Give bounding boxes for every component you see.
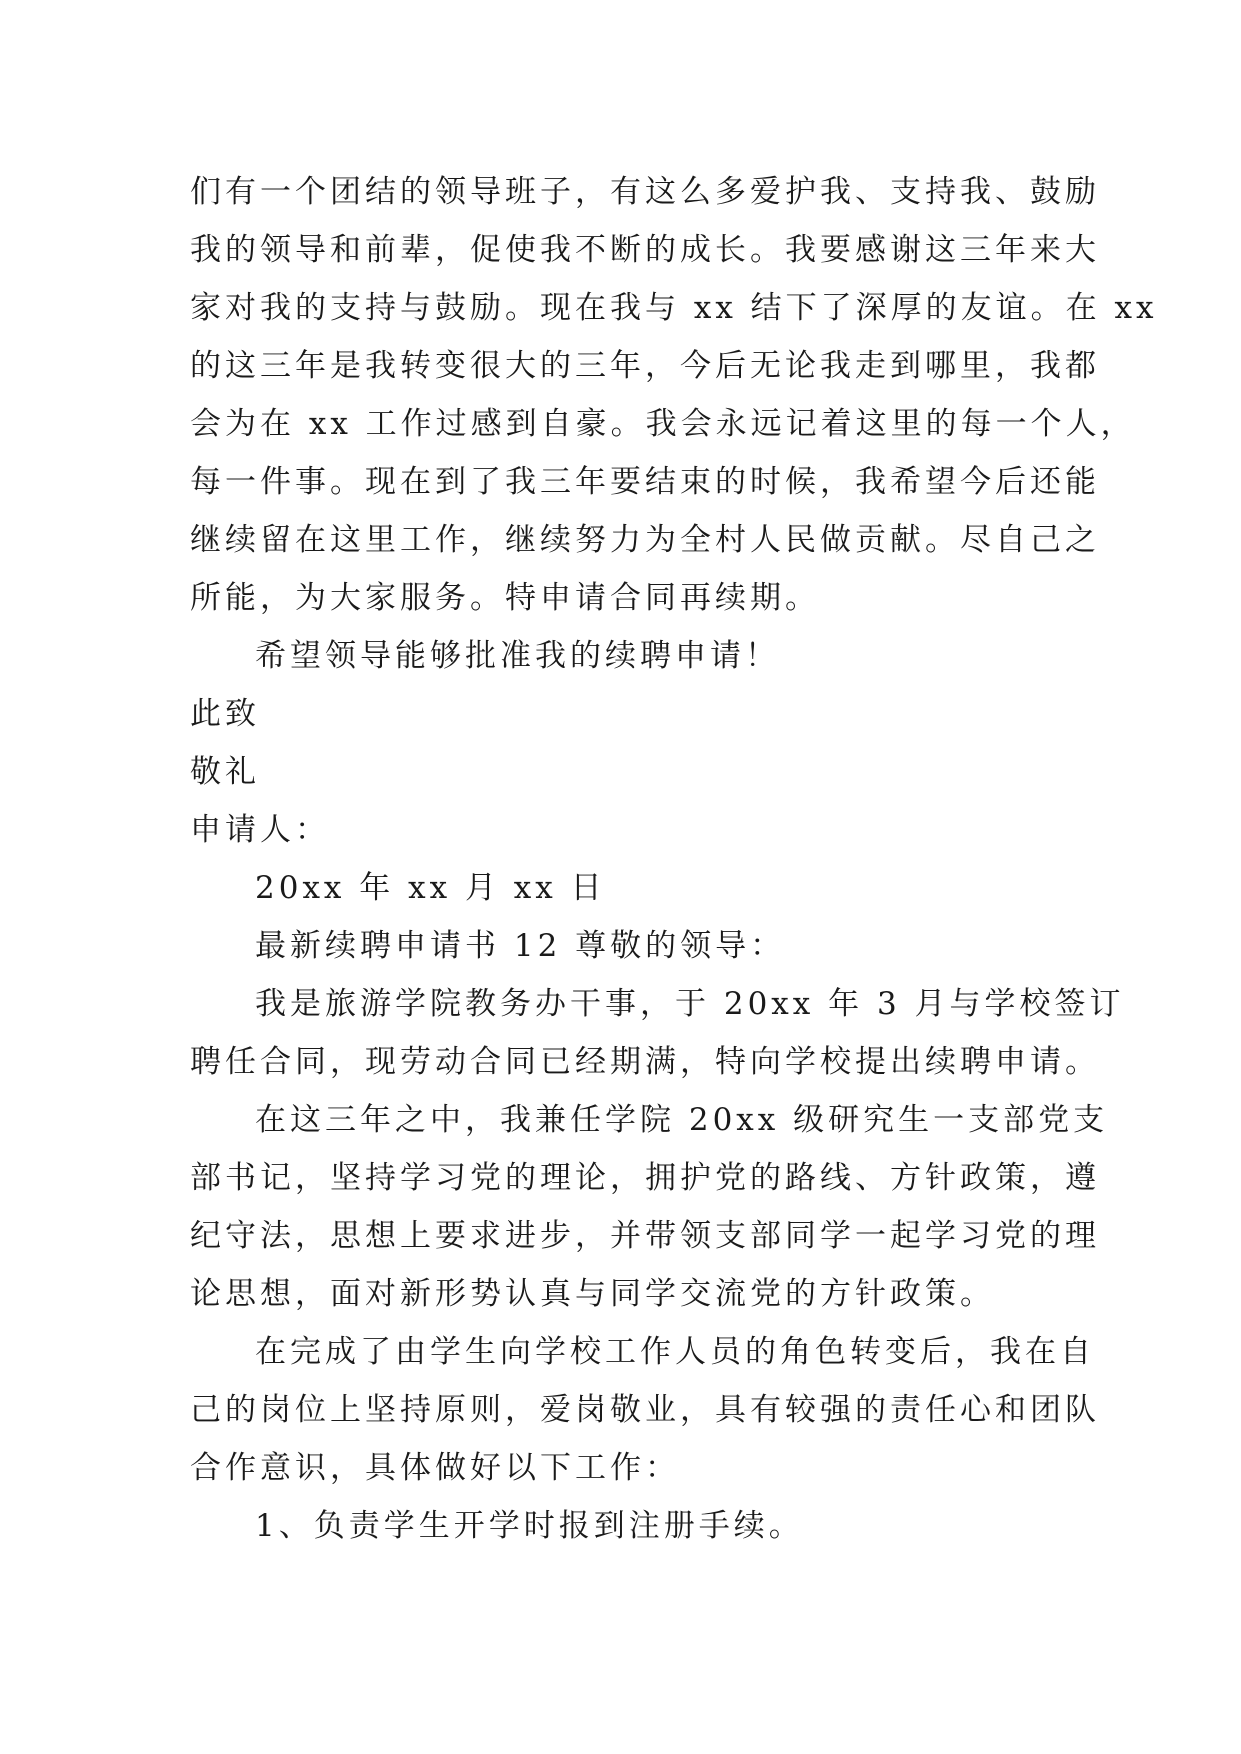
text-line: 纪守法，思想上要求进步，并带领支部同学一起学习党的理 [190, 1218, 1100, 1254]
text-line: 我是旅游学院教务办干事，于 20xx 年 3 月与学校签订 [255, 986, 1125, 1022]
text-line: 继续留在这里工作，继续努力为全村人民做贡献。尽自己之 [190, 522, 1100, 558]
text-line: 希望领导能够批准我的续聘申请！ [255, 638, 780, 674]
text-line: 合作意识，具体做好以下工作： [190, 1450, 680, 1486]
text-line: 部书记，坚持学习党的理论，拥护党的路线、方针政策，遵 [190, 1160, 1100, 1196]
text-line: 的这三年是我转变很大的三年，今后无论我走到哪里，我都 [190, 348, 1100, 384]
salutation-line: 此致 [190, 696, 260, 732]
section-heading: 最新续聘申请书 12 尊敬的领导： [255, 928, 786, 964]
text-line: 们有一个团结的领导班子，有这么多爱护我、支持我、鼓励 [190, 174, 1100, 210]
text-line: 论思想，面对新形势认真与同学交流党的方针政策。 [190, 1276, 995, 1312]
text-line: 在这三年之中，我兼任学院 20xx 级研究生一支部党支 [255, 1102, 1109, 1138]
text-line: 己的岗位上坚持原则，爱岗敬业，具有较强的责任心和团队 [190, 1392, 1100, 1428]
text-line: 家对我的支持与鼓励。现在我与 xx 结下了深厚的友谊。在 xx [190, 290, 1158, 326]
text-line: 我的领导和前辈，促使我不断的成长。我要感谢这三年来大 [190, 232, 1100, 268]
text-line: 在完成了由学生向学校工作人员的角色转变后，我在自 [255, 1334, 1095, 1370]
closing-line: 敬礼 [190, 754, 260, 790]
list-item: 1、负责学生开学时报到注册手续。 [255, 1508, 804, 1544]
text-line: 所能，为大家服务。特申请合同再续期。 [190, 580, 820, 616]
applicant-label: 申请人： [190, 812, 330, 848]
date-line: 20xx 年 xx 月 xx 日 [255, 870, 606, 906]
document-body [190, 163, 1158, 1555]
text-line: 会为在 xx 工作过感到自豪。我会永远记着这里的每一个人， [190, 406, 1136, 442]
text-line: 每一件事。现在到了我三年要结束的时候，我希望今后还能 [190, 464, 1100, 500]
text-line: 聘任合同，现劳动合同已经期满，特向学校提出续聘申请。 [190, 1044, 1100, 1080]
